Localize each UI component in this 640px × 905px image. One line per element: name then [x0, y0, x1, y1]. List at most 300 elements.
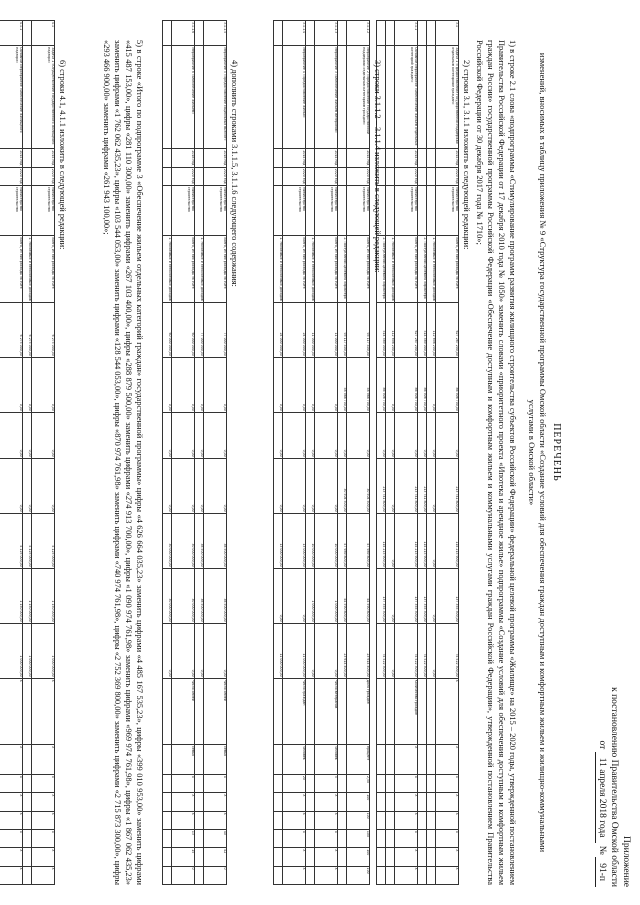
table-cell: процент	[347, 745, 370, 775]
table-cell: 40	[204, 829, 227, 847]
table-cell: 0,00	[306, 458, 315, 513]
table-row	[32, 21, 55, 885]
table-cell	[163, 866, 172, 884]
table-cell	[427, 21, 436, 46]
table-cell: 1 000 000,00	[0, 623, 23, 678]
table-cell: 93 117 400,00	[338, 302, 347, 357]
table-cell: 0,00	[386, 568, 395, 623]
table-cell: X	[0, 811, 23, 829]
table-cell: Министерство строительства	[436, 185, 459, 235]
table-cell: 100	[347, 848, 370, 866]
table-cell	[274, 866, 283, 884]
table-cell	[306, 149, 315, 167]
table-cell: 0,00	[306, 623, 315, 678]
paragraph-1: 1) в строке 2.1 слова «подпрограммы «Стимулирование программ развития жилищного строительства субъектов Российской Федерации» федеральной целевой программы «Жилище» на 2015 – 2020 годы, утвержденной постановлением Правительства Российской Федерации от 17 декабря 2010 года № 1050» заменить словами «приоритетного проекта «Ипотека и арендное жилье» подпрограммы «Создание условий для обеспечения доступным и комфортным жильем граждан России» государственной программы Российской Федерации «Обеспечение доступным и комфортным жильем и коммунальными услугами граждан Российской Федерации», утвержденной постановлением Правительства Российской Федерации от 30 декабря 2017 года № 1710»;	[475, 40, 517, 885]
table-cell	[274, 149, 283, 167]
table-cell	[23, 46, 32, 149]
table-cell	[195, 848, 204, 866]
table-cell	[163, 848, 172, 866]
table-cell: X	[0, 829, 23, 847]
table-cell: 0,00	[386, 513, 395, 568]
table-cell: 1. Налоговых и неналоговых доходов	[386, 236, 395, 302]
table-cell: 10 000 000,00	[306, 513, 315, 568]
table-cell: 4.1	[32, 21, 55, 46]
table-cell	[418, 149, 427, 167]
table-cell	[386, 829, 395, 847]
table-cell: 100	[347, 793, 370, 811]
table-cell: 213 741 800,00	[377, 458, 386, 513]
table-cell	[274, 745, 283, 775]
table-cell: 0,00	[0, 458, 23, 513]
table-cell	[418, 848, 427, 866]
table-cell: 4.1.1	[0, 21, 23, 46]
table-cell	[386, 149, 395, 167]
approval-date: 11 апреля 2018 года	[595, 752, 608, 844]
paragraph-4: 4) дополнить строками 3.1.1.5, 3.1.1.6 следующего содержания:	[230, 60, 239, 287]
table-cell: X	[283, 848, 306, 866]
table-cell	[338, 793, 347, 811]
table-cell	[274, 46, 283, 149]
approval-line-2: к постановлению Правительства Омской области	[609, 687, 619, 887]
table-cell: X	[32, 745, 55, 775]
table-cell: 2020 год	[283, 167, 306, 185]
table-cell	[163, 745, 172, 775]
table-cell: 10 000 000,00	[315, 513, 338, 568]
table-cell: 0,00	[306, 412, 315, 458]
table-cell: X	[172, 774, 195, 792]
table-cell: X	[395, 774, 418, 792]
table-cell	[386, 848, 395, 866]
table-cell: X	[315, 793, 338, 811]
table-cell: 74 522 300,00	[418, 623, 427, 678]
table-cell: 0,00	[195, 412, 204, 458]
table-cell: X	[0, 678, 23, 744]
table-cell	[23, 185, 32, 235]
paragraph-2: 2) строки 3.1, 3.1.1 изложить в следующей редакции:	[462, 60, 471, 250]
table-cell: 1 000 000,00	[32, 623, 55, 678]
table-cell: 0,00	[283, 357, 306, 412]
table-cell: 0,00	[386, 458, 395, 513]
table-row	[418, 21, 427, 885]
table-cell	[338, 149, 347, 167]
table-row	[274, 21, 283, 885]
table-cell: 86 906 700,00	[436, 357, 459, 412]
table-cell: 0,00	[283, 412, 306, 458]
table-cell: 60 000 000,00	[172, 302, 195, 357]
table-cell	[23, 848, 32, 866]
table-row	[0, 21, 23, 885]
table-cell: Число семей	[172, 678, 195, 744]
paragraph-5: 5) в строке «Итого по подпрограмме 3 «Обеспечение жильем отдельных категорий граждан» государственной программы» цифры «4 626 664 035,23» заменить цифрами «4 485 167 535,23», цифры «399 010 953,00» заменить цифрами «415 487 153,00», цифры «281 110 300,00» заменить цифрами «267 103 400,00», цифры «288 879 500,00» заменить цифрами «274 913 700,00», цифры «1 090 974 761,98» заменить цифрами «969 974 761,98», цифры «1 867 062 435,23» заменить цифрами «1 762 062 435,23», цифры «103 544 053,00» заменить цифрами «128 544 053,00», цифры «870 974 761,98» заменить цифрами «740 974 761,98», цифры «2 752 369 800,00» заменить цифрами «2 715 873 300,00», цифры «293 466 900,00» заменить цифрами «261 943 100,00»;	[102, 40, 144, 886]
table-cell: 77 000 000,00	[204, 302, 227, 357]
table-cell: X	[32, 848, 55, 866]
table-cell: X	[395, 829, 418, 847]
table-cell: 0,00	[172, 357, 195, 412]
approval-number-prefix: №	[597, 845, 607, 855]
table-cell	[338, 745, 347, 775]
table-cell: 1. Налоговых и неналоговых доходов	[427, 236, 436, 302]
approval-number: 91-п	[595, 857, 608, 887]
table-cell	[386, 167, 395, 185]
table-cell: 3.1.1	[395, 21, 418, 46]
table-cell	[418, 21, 427, 46]
table-cell: 1. Налоговых и неналоговых доходов	[306, 236, 315, 302]
table-cell: Всего, из них расходы за счет:	[436, 236, 459, 302]
table-cell	[163, 774, 172, 792]
table-cell: человек	[283, 745, 306, 775]
table-cell	[427, 866, 436, 884]
table-cell	[338, 811, 347, 829]
table-cell: 0,00	[315, 412, 338, 458]
table-cell: X	[395, 811, 418, 829]
table-cell	[427, 848, 436, 866]
paragraph-6: 6) строки 4.1, 4.1.1 изложить в следующей редакции:	[58, 60, 67, 250]
table-cell: 11 000 000,00	[306, 302, 315, 357]
table-cell: X	[32, 829, 55, 847]
table-cell: Задача 1 «Предоставление государственной поддержки отдельным категориям граждан»	[436, 46, 459, 149]
table-cell	[386, 866, 395, 884]
table-cell: X	[436, 848, 459, 866]
table-cell: 74 522 300,00	[377, 623, 386, 678]
table-cell: 20	[283, 774, 306, 792]
table-cell: X	[204, 774, 227, 792]
table-cell: Всего, из них расходы за счет:	[32, 236, 55, 302]
table-row	[427, 21, 436, 885]
table-cell: 1. Налоговых и неналоговых доходов	[163, 236, 172, 302]
approval-block	[595, 687, 632, 887]
table-cell	[306, 866, 315, 884]
table-cell: X	[172, 793, 195, 811]
table-cell: 0	[172, 866, 195, 884]
table-cell: 137 355 300,00	[395, 568, 418, 623]
table-cell: 30 504 500,00	[347, 458, 370, 513]
table-cell: Основное мероприятие «Обеспечение жильем отдельных категорий граждан»	[395, 46, 418, 149]
table-cell: 74 522 300,00	[395, 623, 418, 678]
table-row	[436, 21, 459, 885]
table-cell: 86 906 700,00	[418, 357, 427, 412]
table-cell: X	[32, 793, 55, 811]
table-cell: X	[436, 829, 459, 847]
table-cell	[427, 185, 436, 235]
table-cell: X	[283, 811, 306, 829]
table-cell: 2020 год	[315, 167, 338, 185]
table-cell: X	[436, 678, 459, 744]
table-cell: 0,00	[283, 458, 306, 513]
table-row	[172, 21, 195, 885]
table-cell: 4 125 000,00	[0, 513, 23, 568]
table-row	[347, 21, 370, 885]
table-cell: Министерство строительства	[347, 185, 370, 235]
table-cell	[195, 185, 204, 235]
table-cell: 0,00	[274, 357, 283, 412]
table-cell	[338, 866, 347, 884]
table-cell	[338, 46, 347, 149]
table-row	[283, 21, 306, 885]
table-cell	[338, 774, 347, 792]
table-cell: 13 000 000,00	[274, 513, 283, 568]
table-rows-3-1-1-2	[273, 20, 370, 885]
table-cell: 0,00	[274, 458, 283, 513]
table-cell: Министерство строительства	[283, 185, 306, 235]
table-cell	[418, 745, 427, 775]
table-cell	[23, 811, 32, 829]
table-cell: 86 906 700,00	[377, 357, 386, 412]
table-cell: Министерство строительства	[0, 185, 23, 235]
table-cell: 38 500 000,00	[195, 568, 204, 623]
table-cell: Мероприятие 3 «Обеспечение жильем ветеранов»	[315, 46, 338, 149]
table-cell: 0,00	[32, 357, 55, 412]
table-cell: 6 275 000,00	[0, 302, 23, 357]
table-row	[163, 21, 172, 885]
table-cell	[195, 149, 204, 167]
table-cell: 11 000 000,00	[315, 302, 338, 357]
table-cell: 0,00	[386, 623, 395, 678]
table-cell: Всего, из них расходы за счет:	[283, 236, 306, 302]
table-cell	[23, 21, 32, 46]
table-cell: 0,00	[395, 412, 418, 458]
table-cell	[418, 185, 427, 235]
table-cell: X	[32, 866, 55, 884]
table-cell	[195, 167, 204, 185]
table-cell: 47 989 800,00	[347, 513, 370, 568]
table-cell: 0,00	[172, 412, 195, 458]
table-cell	[338, 848, 347, 866]
table-cell	[163, 811, 172, 829]
table-cell	[418, 829, 427, 847]
table-cell: 0,00	[23, 458, 32, 513]
table-cell: 0,00	[283, 568, 306, 623]
table-cell	[274, 811, 283, 829]
table-cell	[306, 46, 315, 149]
table-cell: 0,00	[204, 458, 227, 513]
table-cell	[306, 185, 315, 235]
table-cell: 30 000 000,00	[172, 568, 195, 623]
table-cell: 0,00	[172, 623, 195, 678]
table-cell: 213 741 800,00	[395, 458, 418, 513]
table-cell: 2018 год	[204, 149, 227, 167]
table-cell: 44 590 800,00	[347, 568, 370, 623]
table-cell: 3.1	[436, 21, 459, 46]
table-cell	[306, 167, 315, 185]
table-cell	[306, 774, 315, 792]
table-cell: 627 287 200,00	[436, 302, 459, 357]
table-cell	[195, 46, 204, 149]
table-cell: 13 000 000,00	[283, 513, 306, 568]
table-cell: Число семей	[204, 678, 227, 744]
table-cell	[274, 167, 283, 185]
table-cell: X	[283, 829, 306, 847]
table-cell: X	[204, 793, 227, 811]
table-cell	[163, 185, 172, 235]
table-row	[23, 21, 32, 885]
table-cell	[195, 829, 204, 847]
table-cell	[306, 745, 315, 775]
table-cell	[386, 793, 395, 811]
table-cell	[195, 866, 204, 884]
table-cell	[386, 811, 395, 829]
table-cell: 0,00	[386, 357, 395, 412]
table-cell: 627 287 200,00	[395, 302, 418, 357]
table-cell	[163, 678, 172, 744]
table-cell: 30 000 000,00	[163, 568, 172, 623]
table-cell: 30 000 000,00	[163, 513, 172, 568]
table-cell	[306, 21, 315, 46]
table-cell: 0,00	[274, 412, 283, 458]
table-cell: 11 000 000,00	[274, 623, 283, 678]
table-cell: 24 000 000,00	[283, 302, 306, 357]
table-row	[204, 21, 227, 885]
table-cell	[338, 185, 347, 235]
table-cell: 2014 год	[436, 149, 459, 167]
table-cell: 23 614 400,00	[338, 623, 347, 678]
table-cell: X	[395, 866, 418, 884]
table-cell: 0,00	[23, 357, 32, 412]
table-cell: 0,00	[427, 513, 436, 568]
table-cell	[427, 678, 436, 744]
table-cell: X	[436, 866, 459, 884]
table-cell: 2. Поступлений целевого характера	[338, 236, 347, 302]
table-cell: 2018 год	[172, 149, 195, 167]
table-cell: семья	[172, 745, 195, 775]
table-cell: Мероприятие 5 «Предоставление социальных выплат»	[204, 46, 227, 149]
table-cell: Всего, из них расходы за счет:	[347, 236, 370, 302]
table-cell: X	[32, 811, 55, 829]
table-cell	[274, 21, 283, 46]
table-cell: 114 215 900,00	[436, 513, 459, 568]
table-row	[306, 21, 315, 885]
table-cell: 0,00	[204, 357, 227, 412]
approval-date-line	[595, 687, 608, 887]
table-cell: Министерство строительства	[315, 185, 338, 235]
table-cell: Основное мероприятие «Обеспечение жилищного надзора»	[0, 46, 23, 149]
table-cell	[163, 829, 172, 847]
table-cell: 0,00	[427, 412, 436, 458]
table-cell: 0,00	[377, 412, 386, 458]
table-cell: 3.1.1.6	[172, 21, 195, 46]
table-row	[338, 21, 347, 885]
table-cell	[418, 774, 427, 792]
table-cell: 77 000 000,00	[195, 302, 204, 357]
table-cell: Количество граждан	[395, 678, 418, 744]
table-cell	[418, 167, 427, 185]
table-cell: 0,00	[315, 458, 338, 513]
table-cell	[306, 848, 315, 866]
table-cell	[338, 21, 347, 46]
table-cell: Всего, из них расходы за счет:	[0, 236, 23, 302]
table-cell: 42	[204, 848, 227, 866]
table-cell	[338, 167, 347, 185]
table-cell	[23, 866, 32, 884]
table-cell: 6 275 000,00	[32, 302, 55, 357]
table-cell	[274, 793, 283, 811]
table-cell: 58 988 700,00	[338, 357, 347, 412]
table-cell	[306, 811, 315, 829]
table-cell: 1 150 000,00	[32, 568, 55, 623]
table-rows-3-1	[376, 20, 459, 885]
document-title: ПЕРЕЧЕНЬ	[551, 423, 562, 482]
table-cell: 86 906 700,00	[395, 357, 418, 412]
table-cell: X	[0, 848, 23, 866]
table-cell: 0,00	[427, 357, 436, 412]
table-cell: X	[395, 745, 418, 775]
table-cell: 23 614 400,00	[347, 623, 370, 678]
table-cell: X	[204, 811, 227, 829]
table-cell: 93 117 400,00	[347, 302, 370, 357]
table-cell	[274, 774, 283, 792]
table-cell: 0,00	[32, 458, 55, 513]
table-cell: 0,00	[163, 412, 172, 458]
table-cell	[23, 678, 32, 744]
table-cell	[163, 21, 172, 46]
table-cell: 2020 год	[172, 167, 195, 185]
table-cell	[386, 46, 395, 149]
table-cell: 213 741 800,00	[418, 458, 427, 513]
table-cell: 0,00	[315, 623, 338, 678]
table-cell: X	[436, 745, 459, 775]
table-cell: 1. Налоговых и неналоговых доходов	[274, 236, 283, 302]
table-cell	[418, 866, 427, 884]
approval-line-1: Приложение	[621, 836, 631, 887]
table-cell: 0,00	[306, 357, 315, 412]
table-cell: 44 590 800,00	[338, 568, 347, 623]
table-cell: 0,00	[274, 568, 283, 623]
table-cell: Задача 1 «Осуществление государственного жилищного надзора»	[32, 46, 55, 149]
table-cell: 0,00	[338, 412, 347, 458]
table-cell	[418, 811, 427, 829]
table-cell: 47 989 800,00	[338, 513, 347, 568]
table-cell	[427, 149, 436, 167]
table-cell: 213 741 800,00	[436, 458, 459, 513]
table-cell	[386, 185, 395, 235]
table-cell	[427, 167, 436, 185]
table-cell: X	[283, 793, 306, 811]
table-cell: Число граждан	[283, 678, 306, 744]
table-cell: 30 000 000,00	[172, 513, 195, 568]
table-cell: 0,00	[163, 623, 172, 678]
table-cell: Мероприятие 4 «Предоставление жилья»	[283, 46, 306, 149]
table-cell: 2020 год	[347, 167, 370, 185]
table-cell: 6 275 000,00	[23, 302, 32, 357]
table-cell: 0,00	[427, 458, 436, 513]
table-cell	[274, 848, 283, 866]
table-cell	[195, 774, 204, 792]
table-cell: Всего, из них расходы за счет:	[395, 236, 418, 302]
table-cell	[427, 745, 436, 775]
table-cell: X	[315, 848, 338, 866]
table-cell: 11 000 000,00	[283, 623, 306, 678]
table-cell: 0,00	[195, 357, 204, 412]
table-cell: 100	[347, 811, 370, 829]
table-cell: 0,00	[418, 412, 427, 458]
table-cell: X	[0, 793, 23, 811]
table-cell: 60 000 000,00	[163, 302, 172, 357]
table-cell: 514 589 000,00	[377, 302, 386, 357]
table-cell: 0,00	[347, 412, 370, 458]
table-cell	[23, 829, 32, 847]
table-cell	[195, 21, 204, 46]
table-cell: X	[32, 678, 55, 744]
table-cell: 4 125 000,00	[23, 513, 32, 568]
table-cell	[163, 167, 172, 185]
table-cell: 3.1.1.3	[315, 21, 338, 46]
table-row	[195, 21, 204, 885]
table-cell: Всего, из них расходы за счет:	[172, 236, 195, 302]
table-cell	[338, 829, 347, 847]
table-cell: X	[0, 774, 23, 792]
table-row	[395, 21, 418, 885]
table-cell	[274, 678, 283, 744]
table-cell	[418, 46, 427, 149]
